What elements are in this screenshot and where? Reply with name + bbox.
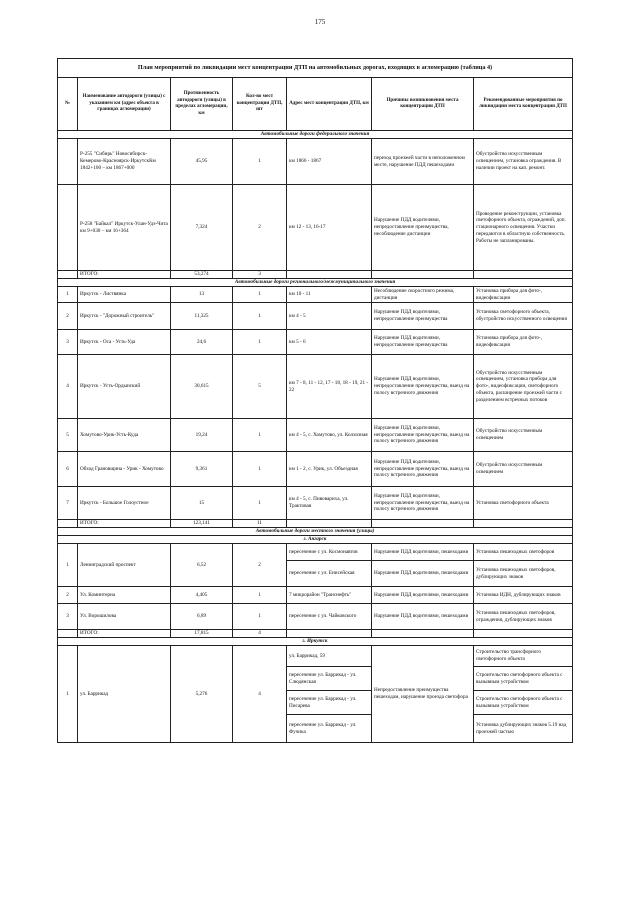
recommended-measure: Установка ИДН, дублирующих знаков: [474, 587, 573, 604]
road-length: 9,361: [171, 452, 233, 487]
accident-cause: Нарушение ПДД водителями, непредоставление преимущества, выезд на полосу встречного движения: [372, 355, 474, 419]
road-name: Иркутск - Усть-Ордынский: [78, 355, 171, 419]
document-table-wrapper: [57, 58, 572, 743]
col-header-count: Кол-во мест концентрации ДТП, шт: [233, 78, 287, 131]
recommended-measure: Обустройство искусственным освещением, установка ограждения. В наличии проект на кап. ремонт.: [474, 139, 573, 185]
recommended-measure: Установка светофорного объекта, обустройство искусственного освещения: [474, 303, 573, 330]
recommended-measure: Обустройство искусственным освещением, установка прибора для фото-, видеофиксации, светофорного объекта, расширение проезжей части с разделением встречных потоков: [474, 355, 573, 419]
col-header-length: Протяженность автодороги (улицы) в пределах агломерации, км: [171, 78, 233, 131]
total-row: [58, 271, 573, 279]
road-name: Иркутск - "Дорожный строитель": [78, 303, 171, 330]
row-number: [58, 139, 78, 185]
accident-address: км 4 - 5, с. Пивовариха, ул. Трактовая: [287, 487, 372, 520]
table-row: [58, 287, 573, 303]
recommended-measure: Установка прибора для фото-, видеофиксации: [474, 287, 573, 303]
section-federal: Автомобильные дороги федерального значения: [58, 131, 573, 139]
recommended-measure: Установка пешеходных светофоров, ограждения, дублирующих знаков: [474, 604, 573, 630]
accident-count: 1: [233, 604, 287, 630]
accident-count: 1: [233, 303, 287, 330]
recommended-measure: Установка прибора для фото-, видеофиксации: [474, 330, 573, 355]
recommended-measure: Обустройство искусственным освещением: [474, 452, 573, 487]
accident-cause: Нарушение ПДД водителями, непредоставление преимущества, выезд на полосу встречного движения: [372, 419, 474, 452]
row-number: 5: [58, 419, 78, 452]
row-number: 2: [58, 303, 78, 330]
accident-cause: Нарушение ПДД водителями, непредоставление преимущества: [372, 303, 474, 330]
recommended-measure: Установка светофорного объекта: [474, 487, 573, 520]
accident-count: 2: [233, 544, 287, 587]
accident-address: км 1866 - 1867: [287, 139, 372, 185]
recommended-measure: Строительство светофорного объекта с вызывным устройством: [474, 691, 573, 715]
total-count: 3: [233, 271, 287, 279]
row-number: 1: [58, 646, 78, 743]
col-header-address: Адрес мест концентрации ДТП, км: [287, 78, 372, 131]
table-row: [58, 419, 573, 452]
accident-cause: Непредоставление преимущества пешеходам, нарушение проезда светофора: [372, 646, 474, 743]
recommended-measure: Обустройство искусственным освещением: [474, 419, 573, 452]
table-row: [58, 487, 573, 520]
table-row: [58, 604, 573, 630]
row-number: [58, 185, 78, 271]
accident-address: ул. Баррикад, 59: [287, 646, 372, 667]
accident-count: 1: [233, 287, 287, 303]
total-length: 53,274: [171, 271, 233, 279]
road-length: 5,276: [171, 646, 233, 743]
recommended-measure: Строительство светофорного объекта с вызывным устройством: [474, 667, 573, 691]
road-name: Иркутск - Оса - Усть-Уда: [78, 330, 171, 355]
road-name: Р-255 "Сибирь" Новосибирск-Кемерово-Красноярск-ИркутскКм 1842+100 – км 1867+000: [78, 139, 171, 185]
accident-cause: Нарушение ПДД водителями, непредоставление преимущества: [372, 330, 474, 355]
city-angarsk: г. Ангарск: [58, 536, 573, 544]
city-irkutsk: г. Иркутск: [58, 638, 573, 646]
road-length: 15: [171, 487, 233, 520]
accident-address: км 5 - 6: [287, 330, 372, 355]
recommended-measure: Установка пешеходных светофоров: [474, 544, 573, 561]
total-label: ИТОГО:: [78, 630, 171, 638]
total-count: 4: [233, 630, 287, 638]
total-label: ИТОГО:: [78, 271, 171, 279]
road-length: 24,6: [171, 330, 233, 355]
accident-count: 1: [233, 419, 287, 452]
accident-count: 1: [233, 587, 287, 604]
accident-cause: Несоблюдение скоростного режима, дистанции: [372, 287, 474, 303]
accident-address: 7 микрорайон "Транснефть": [287, 587, 372, 604]
accident-count: 5: [233, 355, 287, 419]
road-length: 4,405: [171, 587, 233, 604]
accident-address: пересечение ул. Баррикад - ул. Фучика: [287, 715, 372, 743]
accident-cause: Нарушение ПДД водителями, пешеходами: [372, 604, 474, 630]
table-row: [58, 452, 573, 487]
accident-address: км 7 - 8, 11 - 12, 17 - 18, 18 - 19, 21 - 22: [287, 355, 372, 419]
table-row: [58, 544, 573, 561]
section-regional: Автомобильные дороги регионального/межмуниципального значения: [58, 279, 573, 287]
accident-count: 1: [233, 452, 287, 487]
total-row: [58, 630, 573, 638]
total-length: 17,815: [171, 630, 233, 638]
section-local: Автомобильные дороги местного значения (улицы): [58, 528, 573, 536]
accident-cause: переход проезжей части в неположенном месте, нарушение ПДД пешеходами: [372, 139, 474, 185]
accident-address: пересечение с ул. Чайковского: [287, 604, 372, 630]
table-row: [58, 330, 573, 355]
accident-address: км 4 - 5: [287, 303, 372, 330]
row-number: 3: [58, 604, 78, 630]
accident-count: 2: [233, 185, 287, 271]
row-number: 3: [58, 330, 78, 355]
recommended-measure: Установка пешеходных светофоров, дублирующих знаков: [474, 561, 573, 587]
accident-count: 1: [233, 139, 287, 185]
accident-cause: Нарушение ПДД водителями, непредоставление преимущества, выезд на полосу встречного движения: [372, 452, 474, 487]
total-row: [58, 520, 573, 528]
total-label: ИТОГО:: [78, 520, 171, 528]
road-name: Иркутск - Большое Голоустное: [78, 487, 171, 520]
measures-table: [57, 58, 573, 743]
total-count: 11: [233, 520, 287, 528]
accident-cause: Нарушение ПДД водителями, непредоставление преимущества, выезд на полосу встречного движения: [372, 487, 474, 520]
road-length: 19,24: [171, 419, 233, 452]
row-number: 1: [58, 544, 78, 587]
accident-address: пересечение с ул. Енисейская: [287, 561, 372, 587]
road-length: 11,325: [171, 303, 233, 330]
table-row: [58, 303, 573, 330]
road-name: ул. Баррикад: [78, 646, 171, 743]
accident-count: 4: [233, 646, 287, 743]
accident-cause: Нарушение ПДД водителями, непредоставление преимущества, несоблюдение дистанции: [372, 185, 474, 271]
row-number: 7: [58, 487, 78, 520]
recommended-measure: Проведение реконструкции, установка светофорного объекта, ограждений, доп. стационарного освещения. Участки передаются в областную собственность. Работы не запланированы.: [474, 185, 573, 271]
table-row: [58, 355, 573, 419]
row-number: 1: [58, 287, 78, 303]
total-length: 123,141: [171, 520, 233, 528]
road-name: Ленинградский проспект: [78, 544, 171, 587]
table-row: [58, 646, 573, 667]
accident-address: пересечение с ул. Космонавтов: [287, 544, 372, 561]
road-length: 7,324: [171, 185, 233, 271]
table-row: [58, 587, 573, 604]
road-name: Иркутск - Листвянка: [78, 287, 171, 303]
row-number: 6: [58, 452, 78, 487]
road-name: Хомутово-Урик-Усть-Куда: [78, 419, 171, 452]
accident-address: пересечение ул. Баррикад - ул. Писарева: [287, 691, 372, 715]
header-row: [58, 78, 573, 131]
road-length: 45,95: [171, 139, 233, 185]
road-name: Обход Грановщина - Урик - Хомутово: [78, 452, 171, 487]
accident-address: км 4 - 5, с. Хомутово, ул. Колхозная: [287, 419, 372, 452]
recommended-measure: Установка дублирующих знаков 5.19 над проезжей частью: [474, 715, 573, 743]
road-length: 6,52: [171, 544, 233, 587]
table-row: [58, 185, 573, 271]
accident-cause: Нарушение ПДД водителями, пешеходами: [372, 544, 474, 561]
road-length: 30,615: [171, 355, 233, 419]
accident-address: пересечение ул. Баррикад - ул. Слюдянская: [287, 667, 372, 691]
accident-count: 1: [233, 487, 287, 520]
col-header-cause: Причины возникновения места концентрации ДТП: [372, 78, 474, 131]
road-name: Ул. Коминтерна: [78, 587, 171, 604]
road-name: Р-258 "Байкал" Иркутск-Улан-Удэ-Чита км 9+030 – км 16+364: [78, 185, 171, 271]
accident-address: км 1 - 2, с. Урик, ул. Объездная: [287, 452, 372, 487]
accident-count: 1: [233, 330, 287, 355]
accident-cause: Нарушение ПДД водителями, пешеходами: [372, 561, 474, 587]
road-length: 13: [171, 287, 233, 303]
accident-address: км 10 - 11: [287, 287, 372, 303]
accident-address: км 12 - 13, 16-17: [287, 185, 372, 271]
recommended-measure: Строительство трансфорного светофорного объекта: [474, 646, 573, 667]
row-number: 4: [58, 355, 78, 419]
col-header-number: №: [58, 78, 78, 131]
col-header-road-name: Наименование автодороги (улицы) с указанием км (адрес объекта в границах агломерации): [78, 78, 171, 131]
road-name: Ул. Ворошилова: [78, 604, 171, 630]
road-length: 6,89: [171, 604, 233, 630]
table-row: [58, 139, 573, 185]
col-header-measures: Рекомендованные мероприятия по ликвидации места концентрации ДТП: [474, 78, 573, 131]
page-number: 175: [314, 18, 326, 26]
accident-cause: Нарушение ПДД водителями, пешеходами: [372, 587, 474, 604]
table-title: План мероприятий по ликвидации мест концентрации ДТП на автомобильных дорогах, входящих в агломерацию (таблица 4): [58, 59, 573, 78]
row-number: 2: [58, 587, 78, 604]
